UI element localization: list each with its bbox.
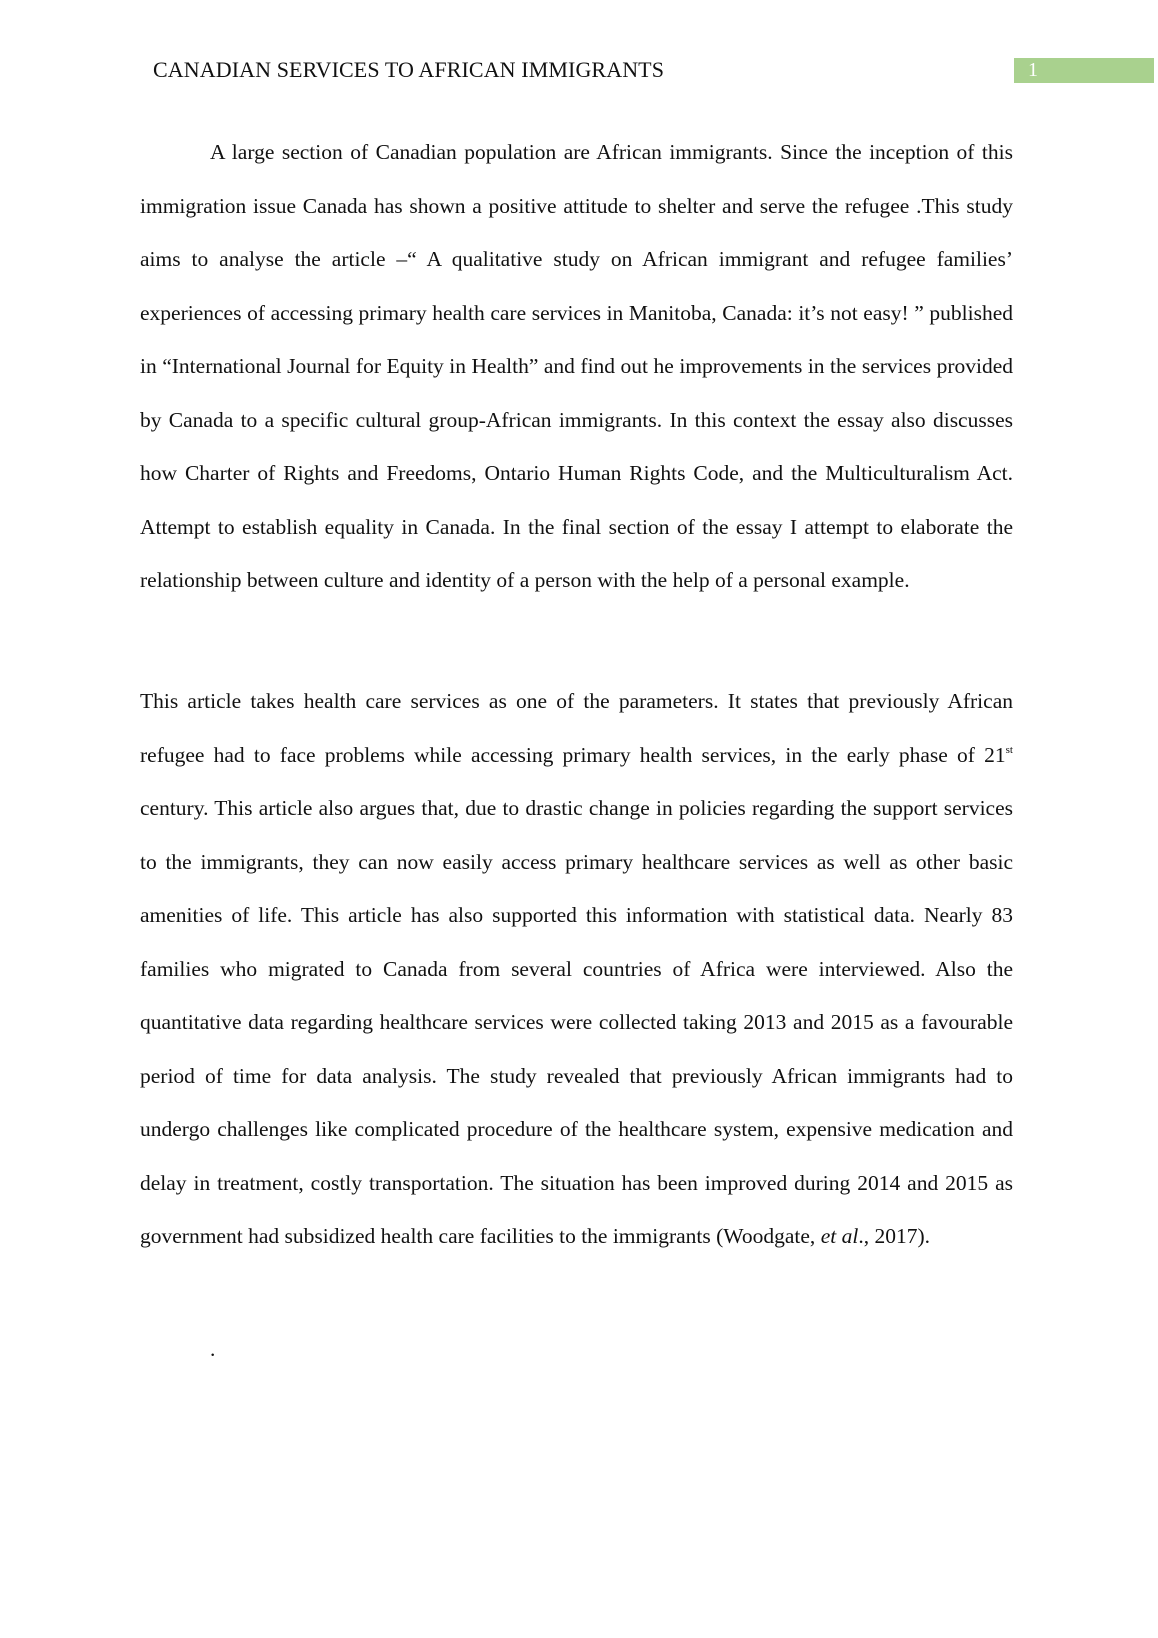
paragraph-text-part2: century. This article also argues that, due to drastic change in policies regarding the support services to the immigrants, they can now easily access primary healthcare services as well as other basic amenities of life. This article has also supported this information with statistical data. Nearly 83 families who migrated to Canada from several countries of Africa were interviewed. Also the quantitative data regarding healthcare services were collected taking 2013 and 2015 as a favourable period of time for data analysis. The study revealed that previously African immigrants had to undergo challenges like complicated procedure of the healthcare system, expensive medication and delay in treatment, costly transportation. The situation has been improved during 2014 and 2015 as government had subsidized health care facilities to the immigrants (Woodgate, bbox=[140, 796, 1013, 1248]
paragraph-text-part1: This article takes health care services as one of the parameters. It states that previously African refugee had to face problems while accessing primary health services, in the early phase of 21 bbox=[140, 689, 1013, 767]
paragraph-intro: A large section of Canadian population are African immigrants. Since the inception of this immigration issue Canada has shown a positive attitude to shelter and serve the refugee .This study aims to analyse the article –“ A qualitative study on African immigrant and refugee families’ experiences of accessing primary health care services in Manitoba, Canada: it’s not easy! ” published in “International Journal for Equity in Health” and find out he improvements in the services provided by Canada to a specific cultural group-African immigrants. In this context the essay also discusses how Charter of Rights and Freedoms, Ontario Human Rights Code, and the Multiculturalism Act. Attempt to establish equality in Canada. In the final section of the essay I attempt to elaborate the relationship between culture and identity of a person with the help of a personal example. bbox=[140, 140, 1013, 592]
running-header-title: CANADIAN SERVICES TO AFRICAN IMMIGRANTS bbox=[153, 57, 665, 82]
ordinal-superscript: st bbox=[1005, 743, 1013, 756]
paragraph-text-part3: ., 2017). bbox=[858, 1224, 930, 1248]
citation-et-al: et al bbox=[820, 1224, 859, 1248]
page-number-box bbox=[1014, 58, 1154, 83]
page-number: 1 bbox=[1028, 59, 1038, 81]
stray-period-mark: . bbox=[210, 1337, 216, 1361]
paragraph-article-analysis bbox=[140, 675, 1013, 1264]
